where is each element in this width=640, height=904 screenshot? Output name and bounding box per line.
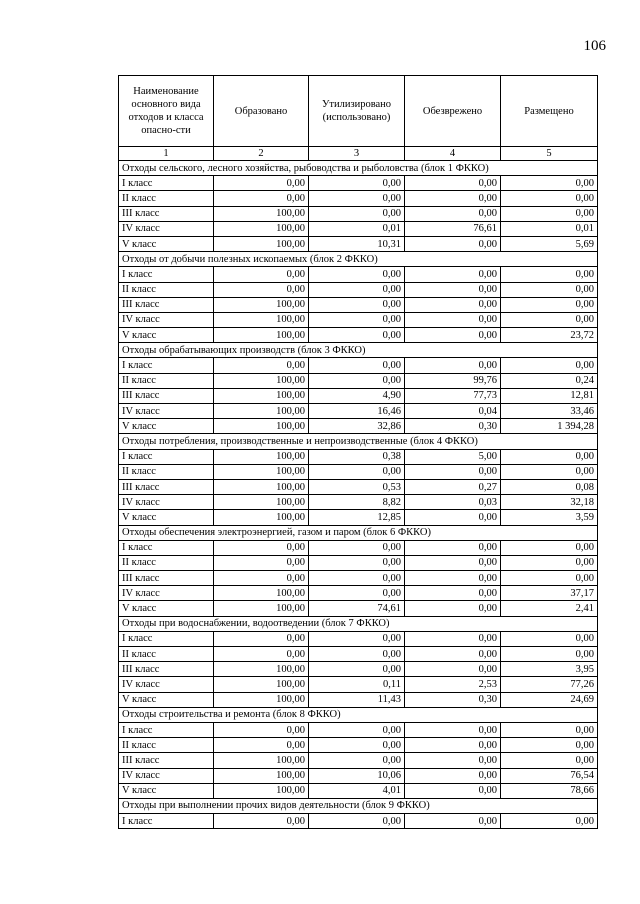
placed-cell: 0,24 bbox=[501, 373, 598, 388]
generated-cell: 0,00 bbox=[214, 722, 309, 737]
neutralized-cell: 0,04 bbox=[405, 404, 501, 419]
column-number: 4 bbox=[405, 147, 501, 161]
utilized-cell: 4,01 bbox=[309, 783, 405, 798]
neutralized-cell: 0,00 bbox=[405, 722, 501, 737]
placed-cell: 0,00 bbox=[501, 191, 598, 206]
header-generated: Образовано bbox=[214, 76, 309, 147]
hazard-class-cell: II класс bbox=[119, 191, 214, 206]
hazard-class-cell: V класс bbox=[119, 236, 214, 251]
generated-cell: 0,00 bbox=[214, 282, 309, 297]
utilized-cell: 0,00 bbox=[309, 464, 405, 479]
utilized-cell: 10,06 bbox=[309, 768, 405, 783]
hazard-class-cell: I класс bbox=[119, 176, 214, 191]
placed-cell: 32,18 bbox=[501, 495, 598, 510]
neutralized-cell: 0,27 bbox=[405, 479, 501, 494]
neutralized-cell: 0,00 bbox=[405, 297, 501, 312]
generated-cell: 0,00 bbox=[214, 267, 309, 282]
hazard-class-cell: III класс bbox=[119, 571, 214, 586]
table-row bbox=[119, 677, 598, 692]
neutralized-cell: 0,00 bbox=[405, 631, 501, 646]
block-header-row bbox=[119, 798, 598, 813]
table-row bbox=[119, 358, 598, 373]
utilized-cell: 0,00 bbox=[309, 631, 405, 646]
table-row bbox=[119, 753, 598, 768]
generated-cell: 100,00 bbox=[214, 692, 309, 707]
generated-cell: 100,00 bbox=[214, 404, 309, 419]
table-row bbox=[119, 404, 598, 419]
waste-table bbox=[118, 75, 598, 829]
placed-cell: 3,59 bbox=[501, 510, 598, 525]
generated-cell: 100,00 bbox=[214, 601, 309, 616]
utilized-cell: 74,61 bbox=[309, 601, 405, 616]
block-title: Отходы обеспечения электроэнергией, газом и паром (блок 6 ФККО) bbox=[119, 525, 598, 540]
placed-cell: 1 394,28 bbox=[501, 419, 598, 434]
generated-cell: 100,00 bbox=[214, 373, 309, 388]
utilized-cell: 10,31 bbox=[309, 236, 405, 251]
generated-cell: 0,00 bbox=[214, 555, 309, 570]
neutralized-cell: 0,00 bbox=[405, 647, 501, 662]
neutralized-cell: 0,00 bbox=[405, 464, 501, 479]
utilized-cell: 0,00 bbox=[309, 267, 405, 282]
placed-cell: 0,00 bbox=[501, 631, 598, 646]
table-row bbox=[119, 601, 598, 616]
neutralized-cell: 76,61 bbox=[405, 221, 501, 236]
hazard-class-cell: IV класс bbox=[119, 586, 214, 601]
generated-cell: 100,00 bbox=[214, 236, 309, 251]
table-row bbox=[119, 540, 598, 555]
generated-cell: 100,00 bbox=[214, 464, 309, 479]
table-body bbox=[119, 161, 598, 829]
hazard-class-cell: IV класс bbox=[119, 768, 214, 783]
block-title: Отходы потребления, производственные и непроизводственные (блок 4 ФККО) bbox=[119, 434, 598, 449]
table-row bbox=[119, 662, 598, 677]
generated-cell: 100,00 bbox=[214, 449, 309, 464]
table-row bbox=[119, 206, 598, 221]
utilized-cell: 8,82 bbox=[309, 495, 405, 510]
neutralized-cell: 0,00 bbox=[405, 206, 501, 221]
placed-cell: 0,00 bbox=[501, 176, 598, 191]
utilized-cell: 11,43 bbox=[309, 692, 405, 707]
placed-cell: 0,00 bbox=[501, 358, 598, 373]
table-row bbox=[119, 176, 598, 191]
hazard-class-cell: III класс bbox=[119, 297, 214, 312]
generated-cell: 100,00 bbox=[214, 312, 309, 327]
block-title: Отходы строительства и ремонта (блок 8 ФККО) bbox=[119, 707, 598, 722]
hazard-class-cell: I класс bbox=[119, 449, 214, 464]
column-number: 2 bbox=[214, 147, 309, 161]
hazard-class-cell: I класс bbox=[119, 722, 214, 737]
table-row bbox=[119, 783, 598, 798]
hazard-class-cell: IV класс bbox=[119, 312, 214, 327]
utilized-cell: 0,00 bbox=[309, 814, 405, 829]
utilized-cell: 16,46 bbox=[309, 404, 405, 419]
neutralized-cell: 77,73 bbox=[405, 388, 501, 403]
table-row bbox=[119, 373, 598, 388]
generated-cell: 100,00 bbox=[214, 388, 309, 403]
block-title: Отходы сельского, лесного хозяйства, рыбоводства и рыболовства (блок 1 ФККО) bbox=[119, 161, 598, 176]
utilized-cell: 0,00 bbox=[309, 555, 405, 570]
block-title: Отходы от добычи полезных ископаемых (блок 2 ФККО) bbox=[119, 252, 598, 267]
table-row bbox=[119, 236, 598, 251]
generated-cell: 100,00 bbox=[214, 206, 309, 221]
page-number: 106 bbox=[583, 38, 606, 54]
utilized-cell: 0,00 bbox=[309, 176, 405, 191]
neutralized-cell: 0,03 bbox=[405, 495, 501, 510]
placed-cell: 0,01 bbox=[501, 221, 598, 236]
utilized-cell: 0,00 bbox=[309, 647, 405, 662]
utilized-cell: 12,85 bbox=[309, 510, 405, 525]
hazard-class-cell: IV класс bbox=[119, 677, 214, 692]
table-row bbox=[119, 479, 598, 494]
hazard-class-cell: IV класс bbox=[119, 404, 214, 419]
placed-cell: 24,69 bbox=[501, 692, 598, 707]
generated-cell: 100,00 bbox=[214, 768, 309, 783]
utilized-cell: 0,00 bbox=[309, 738, 405, 753]
hazard-class-cell: III класс bbox=[119, 388, 214, 403]
generated-cell: 100,00 bbox=[214, 419, 309, 434]
table-row bbox=[119, 495, 598, 510]
neutralized-cell: 0,00 bbox=[405, 814, 501, 829]
neutralized-cell: 2,53 bbox=[405, 677, 501, 692]
placed-cell: 0,00 bbox=[501, 540, 598, 555]
utilized-cell: 0,01 bbox=[309, 221, 405, 236]
hazard-class-cell: III класс bbox=[119, 206, 214, 221]
utilized-cell: 0,00 bbox=[309, 373, 405, 388]
generated-cell: 100,00 bbox=[214, 586, 309, 601]
placed-cell: 0,00 bbox=[501, 206, 598, 221]
placed-cell: 0,00 bbox=[501, 449, 598, 464]
neutralized-cell: 0,00 bbox=[405, 586, 501, 601]
placed-cell: 12,81 bbox=[501, 388, 598, 403]
utilized-cell: 0,00 bbox=[309, 571, 405, 586]
generated-cell: 100,00 bbox=[214, 221, 309, 236]
placed-cell: 23,72 bbox=[501, 328, 598, 343]
neutralized-cell: 0,00 bbox=[405, 176, 501, 191]
placed-cell: 0,00 bbox=[501, 267, 598, 282]
neutralized-cell: 0,00 bbox=[405, 753, 501, 768]
hazard-class-cell: V класс bbox=[119, 328, 214, 343]
generated-cell: 100,00 bbox=[214, 297, 309, 312]
neutralized-cell: 0,00 bbox=[405, 312, 501, 327]
placed-cell: 78,66 bbox=[501, 783, 598, 798]
neutralized-cell: 0,00 bbox=[405, 510, 501, 525]
hazard-class-cell: V класс bbox=[119, 419, 214, 434]
neutralized-cell: 99,76 bbox=[405, 373, 501, 388]
utilized-cell: 0,00 bbox=[309, 662, 405, 677]
table-row bbox=[119, 631, 598, 646]
neutralized-cell: 5,00 bbox=[405, 449, 501, 464]
neutralized-cell: 0,00 bbox=[405, 191, 501, 206]
table-row bbox=[119, 738, 598, 753]
hazard-class-cell: III класс bbox=[119, 753, 214, 768]
table-row bbox=[119, 312, 598, 327]
placed-cell: 0,00 bbox=[501, 647, 598, 662]
generated-cell: 0,00 bbox=[214, 738, 309, 753]
hazard-class-cell: III класс bbox=[119, 479, 214, 494]
generated-cell: 100,00 bbox=[214, 662, 309, 677]
header-utilized: Утилизировано (использовано) bbox=[309, 76, 405, 147]
generated-cell: 100,00 bbox=[214, 783, 309, 798]
neutralized-cell: 0,30 bbox=[405, 692, 501, 707]
header-row bbox=[119, 76, 598, 147]
block-header-row bbox=[119, 161, 598, 176]
header-neutralized: Обезврежено bbox=[405, 76, 501, 147]
table-row bbox=[119, 282, 598, 297]
utilized-cell: 0,00 bbox=[309, 540, 405, 555]
placed-cell: 77,26 bbox=[501, 677, 598, 692]
block-title: Отходы при водоснабжении, водоотведении (блок 7 ФККО) bbox=[119, 616, 598, 631]
placed-cell: 5,69 bbox=[501, 236, 598, 251]
hazard-class-cell: II класс bbox=[119, 647, 214, 662]
neutralized-cell: 0,00 bbox=[405, 328, 501, 343]
table-row bbox=[119, 449, 598, 464]
hazard-class-cell: V класс bbox=[119, 601, 214, 616]
utilized-cell: 0,00 bbox=[309, 722, 405, 737]
utilized-cell: 0,00 bbox=[309, 358, 405, 373]
hazard-class-cell: V класс bbox=[119, 510, 214, 525]
hazard-class-cell: II класс bbox=[119, 373, 214, 388]
placed-cell: 37,17 bbox=[501, 586, 598, 601]
hazard-class-cell: I класс bbox=[119, 267, 214, 282]
utilized-cell: 0,11 bbox=[309, 677, 405, 692]
utilized-cell: 0,00 bbox=[309, 297, 405, 312]
table-row bbox=[119, 267, 598, 282]
neutralized-cell: 0,00 bbox=[405, 738, 501, 753]
hazard-class-cell: V класс bbox=[119, 783, 214, 798]
table-row bbox=[119, 388, 598, 403]
table-row bbox=[119, 586, 598, 601]
header-placed: Размещено bbox=[501, 76, 598, 147]
generated-cell: 0,00 bbox=[214, 358, 309, 373]
hazard-class-cell: IV класс bbox=[119, 495, 214, 510]
utilized-cell: 0,00 bbox=[309, 191, 405, 206]
block-header-row bbox=[119, 707, 598, 722]
neutralized-cell: 0,00 bbox=[405, 768, 501, 783]
table-row bbox=[119, 191, 598, 206]
neutralized-cell: 0,00 bbox=[405, 358, 501, 373]
hazard-class-cell: I класс bbox=[119, 540, 214, 555]
placed-cell: 0,00 bbox=[501, 571, 598, 586]
block-header-row bbox=[119, 252, 598, 267]
placed-cell: 0,08 bbox=[501, 479, 598, 494]
block-header-row bbox=[119, 616, 598, 631]
neutralized-cell: 0,00 bbox=[405, 662, 501, 677]
neutralized-cell: 0,00 bbox=[405, 571, 501, 586]
table-row bbox=[119, 555, 598, 570]
generated-cell: 100,00 bbox=[214, 495, 309, 510]
utilized-cell: 0,00 bbox=[309, 753, 405, 768]
table-row bbox=[119, 722, 598, 737]
table-row bbox=[119, 571, 598, 586]
hazard-class-cell: III класс bbox=[119, 662, 214, 677]
placed-cell: 76,54 bbox=[501, 768, 598, 783]
generated-cell: 100,00 bbox=[214, 479, 309, 494]
placed-cell: 0,00 bbox=[501, 282, 598, 297]
table-row bbox=[119, 814, 598, 829]
column-number: 3 bbox=[309, 147, 405, 161]
placed-cell: 0,00 bbox=[501, 814, 598, 829]
column-number: 1 bbox=[119, 147, 214, 161]
table-row bbox=[119, 692, 598, 707]
neutralized-cell: 0,00 bbox=[405, 236, 501, 251]
utilized-cell: 0,00 bbox=[309, 282, 405, 297]
table-row bbox=[119, 647, 598, 662]
utilized-cell: 4,90 bbox=[309, 388, 405, 403]
hazard-class-cell: I класс bbox=[119, 631, 214, 646]
hazard-class-cell: II класс bbox=[119, 464, 214, 479]
utilized-cell: 0,00 bbox=[309, 312, 405, 327]
hazard-class-cell: II класс bbox=[119, 738, 214, 753]
neutralized-cell: 0,30 bbox=[405, 419, 501, 434]
utilized-cell: 0,53 bbox=[309, 479, 405, 494]
generated-cell: 100,00 bbox=[214, 510, 309, 525]
utilized-cell: 0,38 bbox=[309, 449, 405, 464]
table-row bbox=[119, 768, 598, 783]
table-row bbox=[119, 328, 598, 343]
neutralized-cell: 0,00 bbox=[405, 267, 501, 282]
placed-cell: 33,46 bbox=[501, 404, 598, 419]
placed-cell: 2,41 bbox=[501, 601, 598, 616]
table-row bbox=[119, 464, 598, 479]
utilized-cell: 0,00 bbox=[309, 328, 405, 343]
neutralized-cell: 0,00 bbox=[405, 282, 501, 297]
block-title: Отходы при выполнении прочих видов деятельности (блок 9 ФККО) bbox=[119, 798, 598, 813]
generated-cell: 100,00 bbox=[214, 753, 309, 768]
neutralized-cell: 0,00 bbox=[405, 601, 501, 616]
hazard-class-cell: II класс bbox=[119, 282, 214, 297]
placed-cell: 0,00 bbox=[501, 464, 598, 479]
hazard-class-cell: IV класс bbox=[119, 221, 214, 236]
header-waste-type: Наименование основного вида отходов и класса опасно-сти bbox=[119, 76, 214, 147]
placed-cell: 0,00 bbox=[501, 753, 598, 768]
placed-cell: 3,95 bbox=[501, 662, 598, 677]
block-header-row bbox=[119, 525, 598, 540]
placed-cell: 0,00 bbox=[501, 555, 598, 570]
table-row bbox=[119, 419, 598, 434]
table-row bbox=[119, 221, 598, 236]
hazard-class-cell: V класс bbox=[119, 692, 214, 707]
generated-cell: 0,00 bbox=[214, 647, 309, 662]
hazard-class-cell: I класс bbox=[119, 358, 214, 373]
generated-cell: 0,00 bbox=[214, 631, 309, 646]
utilized-cell: 32,86 bbox=[309, 419, 405, 434]
block-header-row bbox=[119, 434, 598, 449]
table-row bbox=[119, 297, 598, 312]
placed-cell: 0,00 bbox=[501, 297, 598, 312]
placed-cell: 0,00 bbox=[501, 738, 598, 753]
hazard-class-cell: I класс bbox=[119, 814, 214, 829]
block-title: Отходы обрабатывающих производств (блок 3 ФККО) bbox=[119, 343, 598, 358]
placed-cell: 0,00 bbox=[501, 722, 598, 737]
neutralized-cell: 0,00 bbox=[405, 783, 501, 798]
generated-cell: 0,00 bbox=[214, 191, 309, 206]
hazard-class-cell: II класс bbox=[119, 555, 214, 570]
generated-cell: 100,00 bbox=[214, 677, 309, 692]
placed-cell: 0,00 bbox=[501, 312, 598, 327]
generated-cell: 100,00 bbox=[214, 328, 309, 343]
column-number: 5 bbox=[501, 147, 598, 161]
utilized-cell: 0,00 bbox=[309, 206, 405, 221]
column-number-row bbox=[119, 147, 598, 161]
generated-cell: 0,00 bbox=[214, 571, 309, 586]
generated-cell: 0,00 bbox=[214, 540, 309, 555]
neutralized-cell: 0,00 bbox=[405, 555, 501, 570]
neutralized-cell: 0,00 bbox=[405, 540, 501, 555]
table-row bbox=[119, 510, 598, 525]
utilized-cell: 0,00 bbox=[309, 586, 405, 601]
generated-cell: 0,00 bbox=[214, 176, 309, 191]
generated-cell: 0,00 bbox=[214, 814, 309, 829]
block-header-row bbox=[119, 343, 598, 358]
